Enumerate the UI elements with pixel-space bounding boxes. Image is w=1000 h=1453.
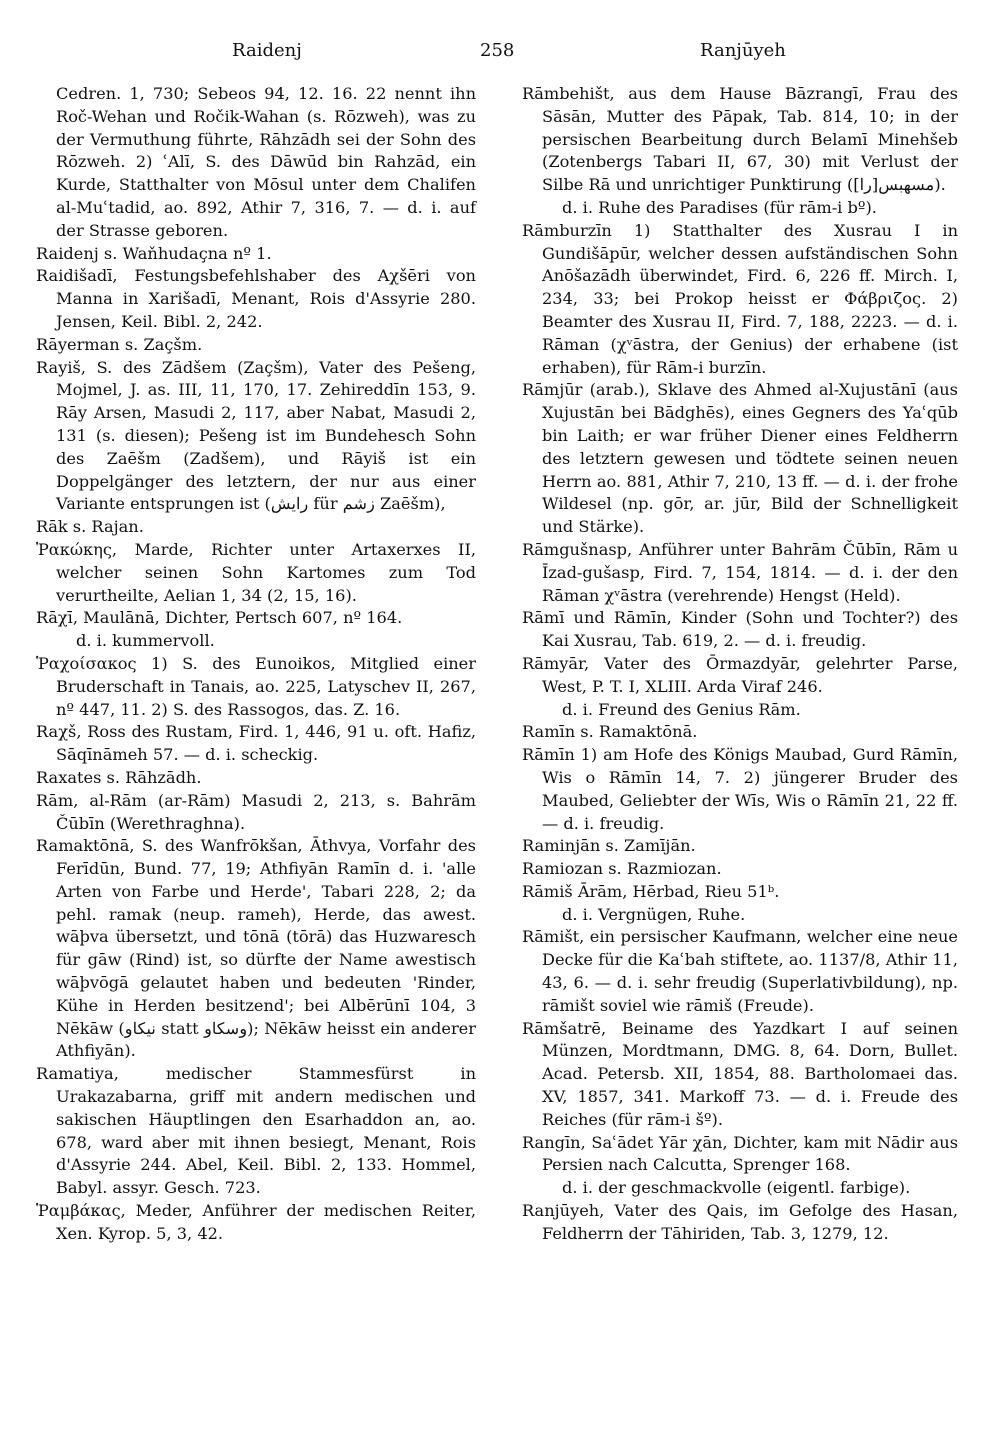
entry-rami: Rāmī und Rāmīn, Kinder (Sohn und Tochter?) des Kai Xusrau, Tab. 619, 2. — d. i. freudig.	[522, 608, 958, 651]
entry-rambehist: Rāmbehišt, aus dem Hause Bāzrangī, Frau des Sāsān, Mutter des Pāpak, Tab. 814, 10; in der persischen Bearbeitung durch Belamī Minehšeb (Zotenbergs Tabari II, 67, 30) mit Verlust der Silbe Rā und unrichtiger Punktirung (مسهبس[را]).	[522, 84, 958, 195]
entry-ram: Rām, al-Rām (ar-Rām) Masudi 2, 213, s. Bahrām Čūbīn (Werethraghna).	[36, 790, 476, 833]
entry-raxs: Raχš, Ross des Rustam, Fird. 1, 446, 91 u. oft. Hafiz, Sāqīnāmeh 57. — d. i. scheckig.	[36, 722, 476, 765]
right-column	[522, 83, 958, 1246]
entry-continuation: Cedren. 1, 730; Sebeos 94, 12. 16. 22 nennt ihn Roč-Wehan und Ročik-Wahan (s. Rōzweh), was zu der Vermuthung führte, Rāhzādh sei der Sohn des Rōzweh. 2) ʿAlī, S. des Dāwūd bin Rahzād, ein Kurde, Statthalter von Mōsul unter dem Chalifen al-Muʿtadid, ao. 892, Athir 7, 316, 7. — d. i. auf der Strasse geboren.	[56, 84, 476, 240]
entry-ramburzin: Rāmburzīn 1) Statthalter des Xusrau I in Gundišāpūr, welcher dessen aufständischen Sohn Anōšazādh überwindet, Fird. 6, 226 ff. Mirch. I, 234, 33; bei Prokop heisst er Φάβριζος. 2) Beamter des Xusrau II, Fird. 7, 188, 2223. — d. i. Rāman (χᵛāstra, der Genius) der erhabene (ist erhaben), für Rām-i burzīn.	[522, 220, 958, 377]
entry-ramis-aram: Rāmiš Ārām, Hērbad, Rieu 51ᵇ.	[522, 881, 780, 901]
entry-ramin-ref: Ramīn s. Ramaktōnā.	[522, 722, 698, 742]
entry-ramatiya: Ramatiya, medischer Stammesfürst in Urakazabarna, griff mit andern medischen und sakischen Häuptlingen den Esarhaddon an, ao. 678, ward aber mit ihnen besiegt, Menant, Rois d'Assyrie 244. Abel, Keil. Bibl. 2, 133. Hommel, Babyl. assyr. Gesch. 723.	[36, 1064, 476, 1198]
left-column	[36, 83, 476, 1246]
entry-note: d. i. Vergnügen, Ruhe.	[562, 904, 746, 924]
entry-note: d. i. Freund des Genius Rām.	[562, 699, 801, 719]
entry-ranjuyeh: Ranjūyeh, Vater des Qais, im Gefolge des Hasan, Feldherrn der Tāhiriden, Tab. 3, 1279, 12.	[522, 1201, 958, 1243]
entry-rak: Rāk s. Rajan.	[36, 517, 144, 537]
running-head-right: Ranjūyeh	[700, 40, 786, 61]
entry-note: d. i. Ruhe des Paradises (für rām-i bº).	[562, 197, 877, 217]
page-number: 258	[480, 40, 515, 61]
entry-raminjan: Raminjān s. Zamījān.	[522, 836, 696, 856]
entry-ramiozan: Ramiozan s. Razmiozan.	[522, 859, 722, 879]
page-header	[0, 40, 1000, 64]
entry-ramist: Rāmišt, ein persischer Kaufmann, welcher eine neue Decke für die Kaʿbah stiftete, ao. 1137/8, Athir 11, 43, 6. — d. i. sehr freudig (Superlativbildung), np. rāmišt soviel wie rāmiš (Freude).	[522, 927, 958, 1015]
entry-raidisadi: Raidišadī, Festungsbefehlshaber des Aχšēri von Manna in Xarišadī, Menant, Rois d'Assyrie 280. Jensen, Keil. Bibl. 2, 242.	[36, 266, 476, 331]
entry-rayis: Rayiš, S. des Zādšem (Zaçšm), Vater des Pešeng, Mojmel, J. as. III, 11, 170, 17. Zehireddīn 153, 9. Rāy Arsen, Masudi 2, 117, aber Nabat, Masudi 2, 131 (s. diesen); Pešeng ist im Bundehesch Sohn des Zaēšm (Zadšem), und Rāyiš ist ein Doppelgänger des letztern, der nur aus einer Variante entsprungen ist (رايش für زشم Zaēšm),	[36, 357, 476, 514]
entry-ramgusnasp: Rāmgušnasp, Anführer unter Bahrām Čūbīn, Rām u Īzad-gušasp, Fird. 7, 154, 1814. — d. i. der den Rāman χᵛāstra (verehrende) Hengst (Held).	[522, 539, 958, 605]
entry-raxi: Rāχī, Maulānā, Dichter, Pertsch 607, nº 164.	[36, 608, 403, 628]
entry-rambakas: Ῥαμβάκας, Meder, Anführer der medischen Reiter, Xen. Kyrop. 5, 3, 42.	[36, 1201, 476, 1243]
entry-ramin: Rāmīn 1) am Hofe des Königs Maubad, Gurd Rāmīn, Wis o Rāmīn 14, 7. 2) jüngerer Bruder des Maubed, Geliebter der Wīs, Wis o Rāmīn 21, 22 ff. — d. i. freudig.	[522, 745, 958, 833]
entry-rachoisakos: Ῥαχοίσακος 1) S. des Eunoikos, Mitglied einer Bruderschaft in Tanais, ao. 225, Latyschev II, 267, nº 447, 11. 2) S. des Rassogos, das. Z. 16.	[36, 653, 476, 719]
entry-note: d. i. kummervoll.	[76, 631, 215, 651]
entry-rayerman: Rāyerman s. Zaçšm.	[36, 334, 203, 354]
entry-ramjur: Rāmjūr (arab.), Sklave des Ahmed al-Xujustānī (aus Xujustān bei Bādghēs), eines Gegners des Yaʿqūb bin Laith; er war früher Diener eines Feldherrn des letztern gewesen und tödtete seinen neuen Herrn ao. 881, Athir 7, 210, 13 ff. — d. i. der frohe Wildesel (np. gōr, ar. jūr, Bild der Schnelligkeit und Stärke).	[522, 380, 958, 537]
entry-raidenj: Raidenj s. Waňhudaçna nº 1.	[36, 243, 272, 263]
entry-note: d. i. der geschmackvolle (eigentl. farbige).	[562, 1178, 911, 1198]
entry-ramaktona: Ramaktōnā, S. des Wanfrōkšan, Āthvya, Vorfahr des Ferīdūn, Bund. 77, 19; Athfiyān Ramīn d. i. 'alle Arten von Farbe und Herde', Tabari 228, 2; da pehl. ramak (neup. rameh), Herde, das awest. wāþva übersetzt, und tōnā (tōrā) das Huzwaresch für gāw (Rind) ist, so dürfte der Name awestisch wāþvōgā gelautet haben und bedeuten 'Rinder, Kühe in Herden besitzend'; bei Albērūnī 104, 3 Nēkāw (نيكاو statt وسكاو); Nēkāw heisst ein anderer Athfiyān).	[36, 836, 477, 1061]
entry-ramyar: Rāmyār, Vater des Ōrmazdyār, gelehrter Parse, West, P. T. I, XLIII. Arda Viraf 246.	[522, 653, 958, 696]
entry-rangin: Rangīn, Saʿādet Yār χān, Dichter, kam mit Nādir aus Persien nach Calcutta, Sprenger 168.	[522, 1132, 958, 1175]
running-head-left: Raidenj	[232, 40, 302, 61]
entry-raxates: Raxates s. Rāhzādh.	[36, 767, 202, 787]
entry-ramsatre: Rāmšatrē, Beiname des Yazdkart I auf seinen Münzen, Mordtmann, DMG. 8, 64. Dorn, Bullet. Acad. Petersb. XII, 1854, 88. Bartholomaei das. XV, 1857, 341. Markoff 73. — d. i. Freude des Reiches (für rām-i šº).	[522, 1018, 958, 1129]
entry-rakokes: Ῥακώκης, Marde, Richter unter Artaxerxes II, welcher seinen Sohn Kartomes zum Tod verurtheilte, Aelian 1, 34 (2, 15, 16).	[36, 539, 476, 605]
